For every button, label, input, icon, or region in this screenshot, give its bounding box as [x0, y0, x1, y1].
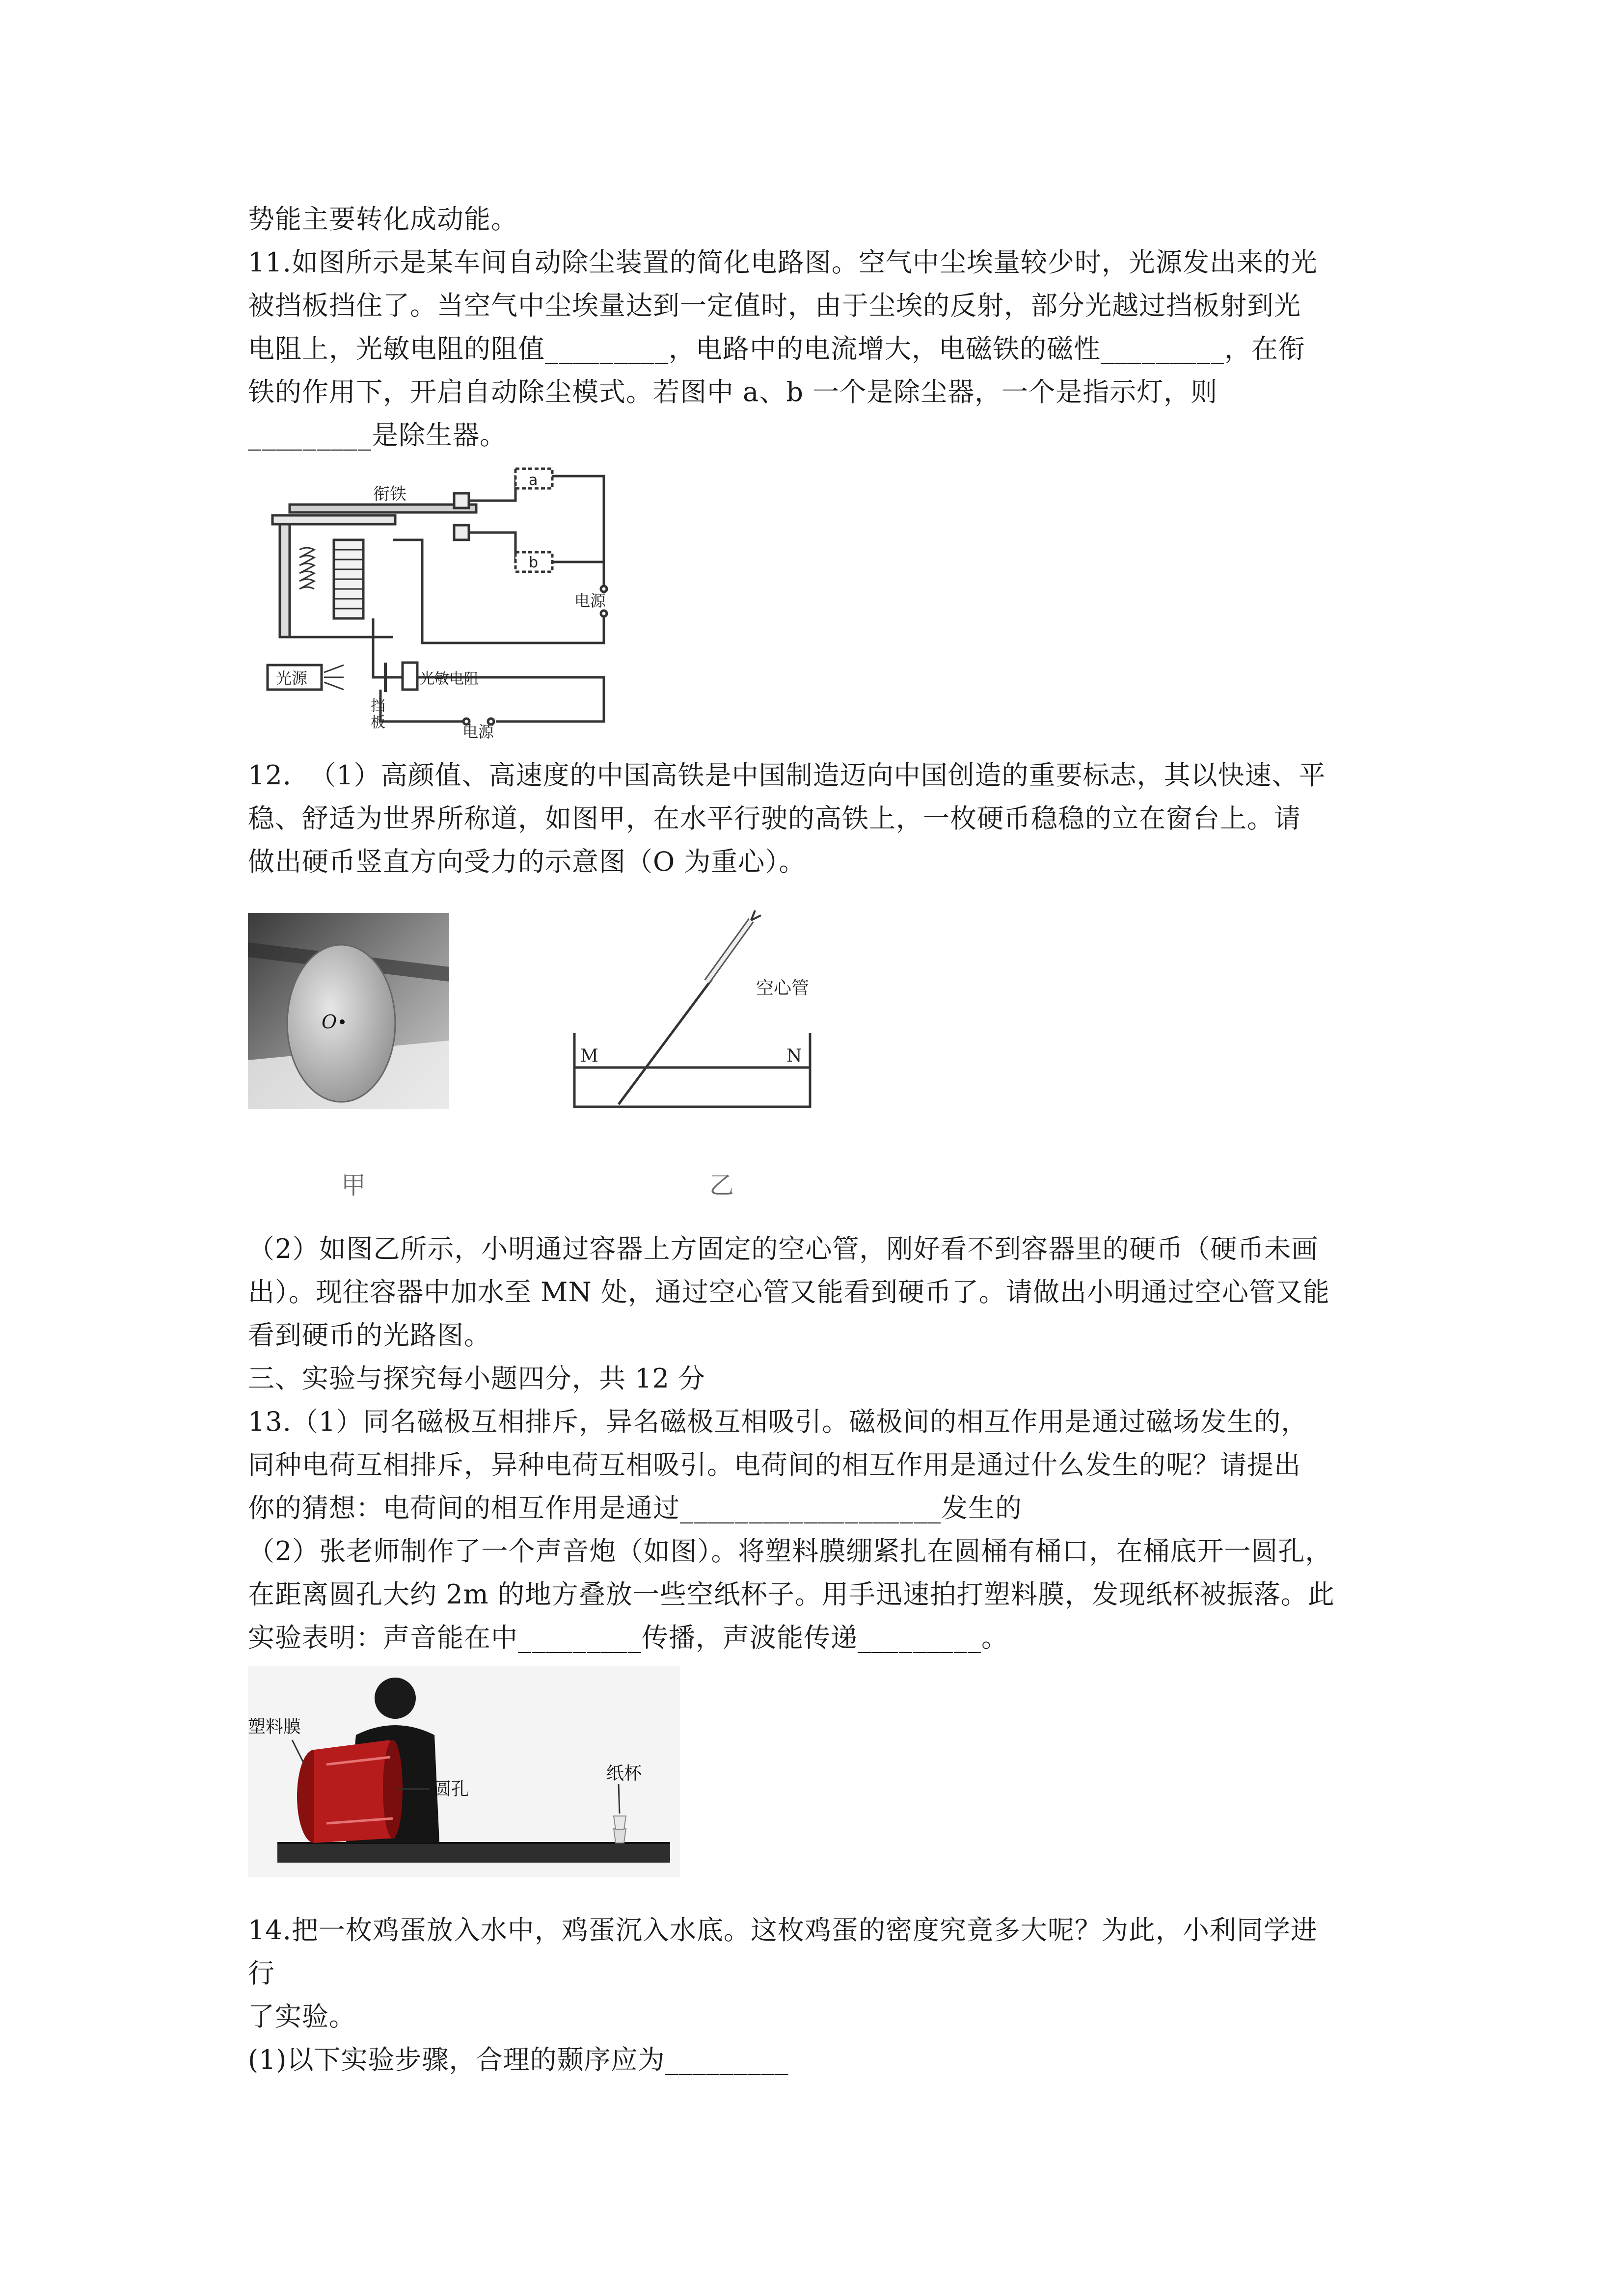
coin-center-label: O — [322, 1011, 337, 1033]
question-14-line: 14.把一枚鸡蛋放入水中，鸡蛋沉入水底。这枚鸡蛋的密度究竟多大呢？为此，小利同学进 — [248, 1915, 1318, 1946]
hollow-tube-label: 空心管 — [756, 978, 810, 998]
text-line: 电阻上，光敏电阻的阻值_________，电路中的电流增大，电磁铁的磁性_________，在衔 — [248, 333, 1305, 364]
power-label-bottom: 电源 — [462, 722, 494, 741]
text-line: 出）。现往容器中加水至 MN 处，通过空心管又能看到硬币了。请做出小明通过空心管又能 — [248, 1277, 1330, 1308]
text-line: 你的猜想：电荷间的相互作用是通过___________________发生的 — [248, 1493, 1022, 1523]
light-source-label: 光源 — [276, 669, 308, 688]
text-line: 行 — [248, 1958, 275, 1989]
label-M: M — [580, 1046, 598, 1066]
label-N: N — [786, 1046, 802, 1066]
text-line: （2）如图乙所示，小明通过容器上方固定的空心管，刚好看不到容器里的硬币（硬币未画 — [248, 1233, 1319, 1264]
section-three-heading: 三、实验与探究每小题四分，共 12 分 — [248, 1363, 706, 1394]
power-label-right: 电源 — [574, 591, 606, 610]
text-line: 被挡板挡住了。当空气中尘埃量达到一定值时，由于尘埃的反射，部分光越过挡板射到光 — [248, 290, 1301, 321]
question-11-line: 11.如图所示是某车间自动除尘装置的简化电路图。空气中尘埃量较少时，光源发出来的光 — [248, 247, 1318, 278]
text-line: (1)以下实验步骤，合理的颞序应为_________ — [248, 2044, 789, 2075]
component-a-label: a — [529, 472, 538, 489]
coin-photo — [248, 913, 454, 1200]
container-diagram — [545, 906, 839, 1200]
text-line: 同种电荷互相排斥，异种电荷互相吸引。电荷间的相互作用是通过什么发生的呢？请提出 — [248, 1449, 1301, 1480]
figure-label-jia: 甲 — [341, 1171, 366, 1200]
text-line: 了实验。 — [248, 2001, 356, 2032]
round-hole-label: 圆孔 — [433, 1779, 469, 1799]
text-line: 在距离圆孔大约 2m 的地方叠放一些空纸杯子。用手迅速拍打塑料膜，发现纸杯被振落。此 — [248, 1579, 1335, 1610]
question-12-line: 12. （1）高颜值、高速度的中国高铁是中国制造迈向中国创造的重要标志，其以快速、平 — [248, 760, 1326, 791]
text-line: _________是除生器。 — [248, 420, 507, 451]
armature-label: 衔铁 — [373, 484, 406, 504]
text-line: 铁的作用下，开启自动除尘模式。若图中 a、b 一个是除尘器，一个是指示灯，则 — [248, 376, 1218, 407]
baffle-label-1: 挡 — [371, 697, 385, 715]
paper-cup-label: 纸杯 — [606, 1763, 642, 1784]
component-b-label: b — [529, 554, 539, 571]
text-line: 看到硬币的光路图。 — [248, 1320, 491, 1351]
figure-label-yi: 乙 — [709, 1171, 734, 1200]
plastic-film-label: 塑料膜 — [248, 1717, 301, 1737]
photoresistor-label: 光敏电阻 — [420, 670, 479, 688]
text-line: 做出硬币竖直方向受力的示意图（O 为重心）。 — [248, 846, 806, 877]
sound-cannon-photo — [248, 1666, 680, 1877]
text-line: 实验表明：声音能在中_________传播，声波能传递_________。 — [248, 1622, 1008, 1653]
text-line: 势能主要转化成动能。 — [248, 204, 518, 235]
text-line: （2）张老师制作了一个声音炮（如图）。将塑料膜绷紧扎在圆桶有桶口，在桶底开一圆孔， — [248, 1536, 1332, 1567]
circuit-diagram — [260, 466, 643, 741]
baffle-label-2: 板 — [371, 714, 385, 731]
text-line: 稳、舒适为世界所称道，如图甲，在水平行驶的高铁上，一枚硬币稳稳的立在窗台上。请 — [248, 803, 1301, 834]
question-13-line: 13.（1）同名磁极互相排斥，异名磁极互相吸引。磁极间的相互作用是通过磁场发生的， — [248, 1406, 1308, 1437]
